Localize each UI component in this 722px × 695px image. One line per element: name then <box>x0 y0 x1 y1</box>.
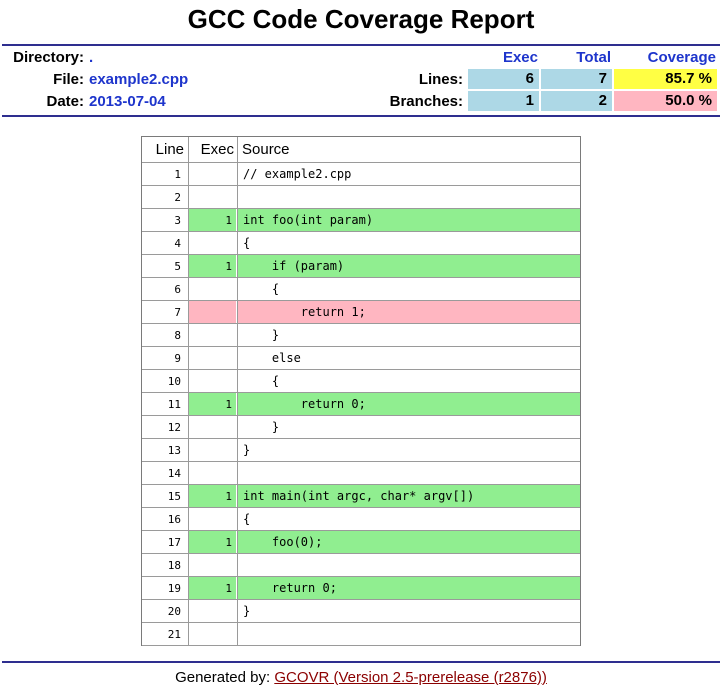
line-number: 17 <box>167 536 181 549</box>
source-code: int foo(int param) <box>238 209 580 231</box>
exec-count <box>189 278 236 300</box>
line-number: 20 <box>167 605 181 618</box>
line-number: 5 <box>174 260 181 273</box>
table-row <box>142 462 580 485</box>
exec-count: 1 <box>189 209 236 231</box>
exec-count <box>189 439 236 461</box>
exec-count <box>189 232 236 254</box>
line-number: 8 <box>174 329 181 342</box>
table-row <box>142 370 580 393</box>
source-code: } <box>243 604 251 618</box>
line-number: 14 <box>167 467 181 480</box>
table-row <box>142 508 580 531</box>
col-header-line: Line <box>155 141 184 158</box>
summary-col-coverage: Coverage <box>647 49 716 66</box>
line-number: 1 <box>174 168 181 181</box>
source-code: if (param) <box>238 255 580 277</box>
table-row <box>142 347 580 370</box>
source-code: } <box>243 443 251 457</box>
table-row <box>142 393 580 416</box>
table-row <box>142 209 580 232</box>
exec-count <box>189 301 236 323</box>
source-code <box>238 186 580 208</box>
table-row <box>142 163 580 186</box>
line-number: 2 <box>174 191 181 204</box>
branches-exec-cell: 1 <box>468 91 539 111</box>
line-number: 16 <box>167 513 181 526</box>
lines-exec-cell: 6 <box>468 69 539 89</box>
file-label: File: <box>53 71 84 88</box>
directory-label: Directory: <box>13 49 84 66</box>
exec-count <box>189 508 236 530</box>
table-row <box>142 324 580 347</box>
source-code <box>238 623 580 645</box>
exec-count <box>189 416 236 438</box>
source-code: return 0; <box>238 577 580 599</box>
table-row <box>142 554 580 577</box>
line-number: 10 <box>167 375 181 388</box>
table-row <box>142 232 580 255</box>
source-code: foo(0); <box>238 531 580 553</box>
lines-total-cell: 7 <box>541 69 612 89</box>
exec-count: 1 <box>189 255 236 277</box>
line-number: 13 <box>167 444 181 457</box>
file-value: example2.cpp <box>89 71 189 88</box>
source-table <box>141 136 581 646</box>
source-code: } <box>243 328 280 342</box>
directory-value: . <box>89 49 94 66</box>
lines-label: Lines: <box>418 71 463 88</box>
line-number: 21 <box>167 628 181 641</box>
exec-count: 1 <box>189 485 236 507</box>
line-number: 3 <box>174 214 181 227</box>
line-number: 9 <box>174 352 181 365</box>
table-row <box>142 278 580 301</box>
footer <box>0 668 722 688</box>
source-code <box>238 462 580 484</box>
branches-coverage-cell: 50.0 % <box>614 91 717 111</box>
exec-count <box>189 186 236 208</box>
table-row <box>142 600 580 623</box>
footer-prefix: Generated by: <box>175 669 275 686</box>
table-row <box>142 186 580 209</box>
line-number: 11 <box>167 398 181 411</box>
footer-rule <box>2 661 720 663</box>
header-rule <box>2 44 720 46</box>
line-number: 4 <box>174 237 181 250</box>
line-number: 15 <box>167 490 181 503</box>
branches-total-cell: 2 <box>541 91 612 111</box>
exec-count: 1 <box>189 577 236 599</box>
gcovr-link[interactable]: GCOVR (Version 2.5-prerelease (r2876)) <box>274 669 547 686</box>
source-code: { <box>243 374 280 388</box>
page-title: GCC Code Coverage Report <box>187 4 535 34</box>
source-code: } <box>243 420 280 434</box>
source-code <box>238 554 580 576</box>
source-code: { <box>243 512 251 526</box>
table-row <box>142 255 580 278</box>
line-number: 18 <box>167 559 181 572</box>
col-header-exec: Exec <box>200 141 234 158</box>
table-row <box>142 577 580 600</box>
line-number: 12 <box>167 421 181 434</box>
table-row <box>142 531 580 554</box>
source-code: { <box>243 236 251 250</box>
source-code: return 0; <box>238 393 580 415</box>
summary-rule <box>2 115 720 117</box>
exec-count <box>189 324 236 346</box>
exec-count <box>189 623 236 645</box>
line-number: 6 <box>174 283 181 296</box>
row-divider <box>142 645 580 646</box>
line-number: 7 <box>174 306 181 319</box>
table-row <box>142 485 580 508</box>
date-value: 2013-07-04 <box>89 93 166 110</box>
source-code: // example2.cpp <box>243 167 352 181</box>
line-number: 19 <box>167 582 181 595</box>
summary-col-exec: Exec <box>502 49 538 66</box>
source-code: { <box>243 282 280 296</box>
date-label: Date: <box>46 93 84 110</box>
source-code: return 1; <box>238 301 580 323</box>
summary-col-total: Total <box>576 49 611 66</box>
table-row <box>142 439 580 462</box>
branches-label: Branches: <box>389 93 463 110</box>
exec-count <box>189 554 236 576</box>
source-code: int main(int argc, char* argv[]) <box>238 485 580 507</box>
exec-count <box>189 163 236 185</box>
table-row <box>142 416 580 439</box>
col-header-source: Source <box>242 141 290 158</box>
exec-count <box>189 347 236 369</box>
lines-coverage-cell: 85.7 % <box>614 69 717 89</box>
exec-count: 1 <box>189 531 236 553</box>
table-row <box>142 301 580 324</box>
exec-count <box>189 462 236 484</box>
exec-count <box>189 600 236 622</box>
table-row <box>142 623 580 646</box>
source-code: else <box>243 351 301 365</box>
exec-count <box>189 370 236 392</box>
exec-count: 1 <box>189 393 236 415</box>
